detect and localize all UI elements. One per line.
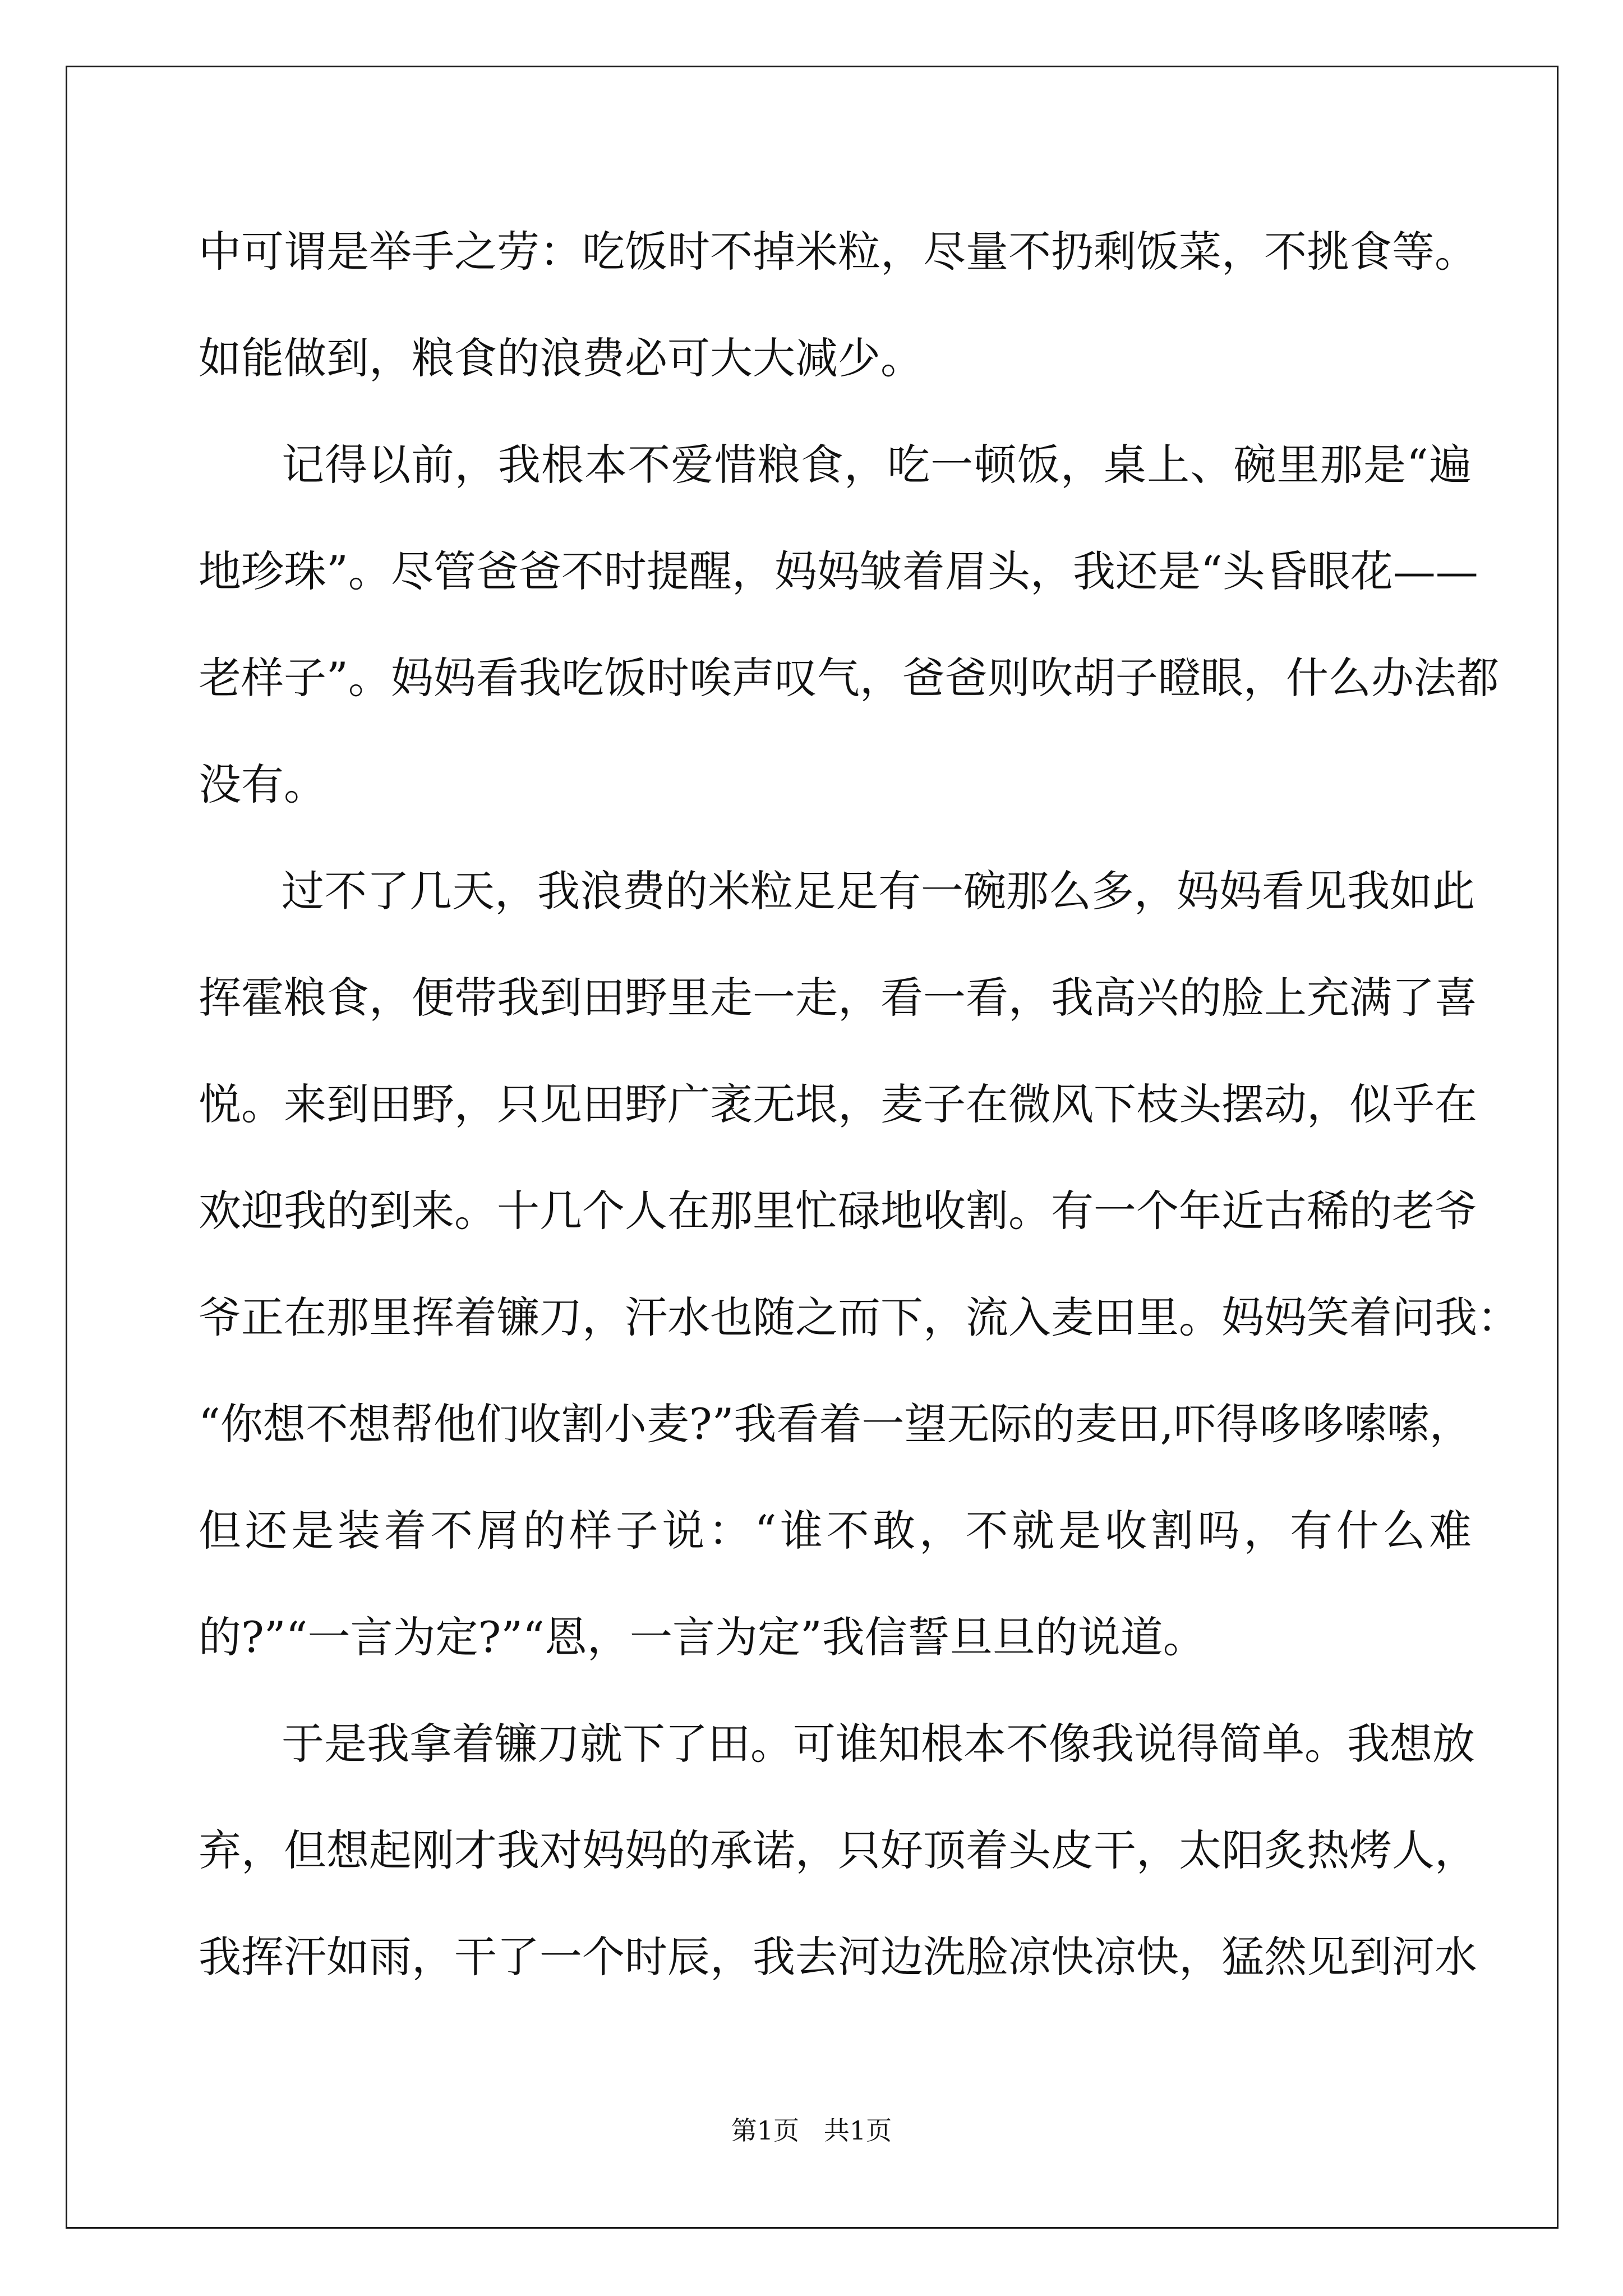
text-line: 中可谓是举手之劳：吃饭时不掉米粒，尽量不扔剩饭菜，不挑食等。 [199,227,1477,277]
document-body [199,199,1520,2010]
text-line: 挥霍粮食，便带我到田野里走一走，看一看，我高兴的脸上充满了喜 [199,973,1477,1023]
text-line: 老样子”。妈妈看我吃饭时唉声叹气，爸爸则吹胡子瞪眼，什么办法都 [199,653,1499,703]
text-line: 欢迎我的到来。十几个人在那里忙碌地收割。有一个年近古稀的老爷 [199,1186,1477,1236]
text-line: 如能做到，粮食的浪费必可大大减少。 [199,333,923,383]
text-line: 我挥汗如雨，干了一个时辰，我去河边洗脸凉快凉快，猛然见到河水 [199,1932,1477,1982]
text-line: 的?”“一言为定?”“恩，一言为定”我信誓旦旦的说道。 [199,1612,1206,1662]
text-line: 弃，但想起刚才我对妈妈的承诺，只好顶着头皮干，太阳炙热烤人， [199,1825,1477,1875]
paragraph-first-line: 记得以前，我根本不爱惜粮食，吃一顿饭，桌上、碗里那是“遍 [282,440,1472,490]
text-line: 地珍珠”。尽管爸爸不时提醒，妈妈皱着眉头，我还是“头昏眼花—— [199,546,1478,596]
text-line: 没有。 [199,760,326,809]
paragraph-first-line: 于是我拿着镰刀就下了田。可谁知根本不像我说得简单。我想放 [282,1719,1475,1769]
text-line: “你想不想帮他们收割小麦?”我看着一望无际的麦田,吓得哆哆嗦嗦， [199,1399,1472,1449]
text-line: 但还是装着不屑的样子说：“谁不敢，不就是收割吗，有什么难 [199,1506,1472,1556]
text-line: 悦。来到田野，只见田野广袤无垠，麦子在微风下枝头摆动，似乎在 [199,1079,1477,1129]
paragraph-first-line: 过不了几天，我浪费的米粒足足有一碗那么多，妈妈看见我如此 [282,866,1475,916]
page-number-footer: 第1页 共1页 [731,2115,892,2146]
text-line: 爷正在那里挥着镰刀，汗水也随之而下，流入麦田里。妈妈笑着问我： [199,1292,1520,1342]
